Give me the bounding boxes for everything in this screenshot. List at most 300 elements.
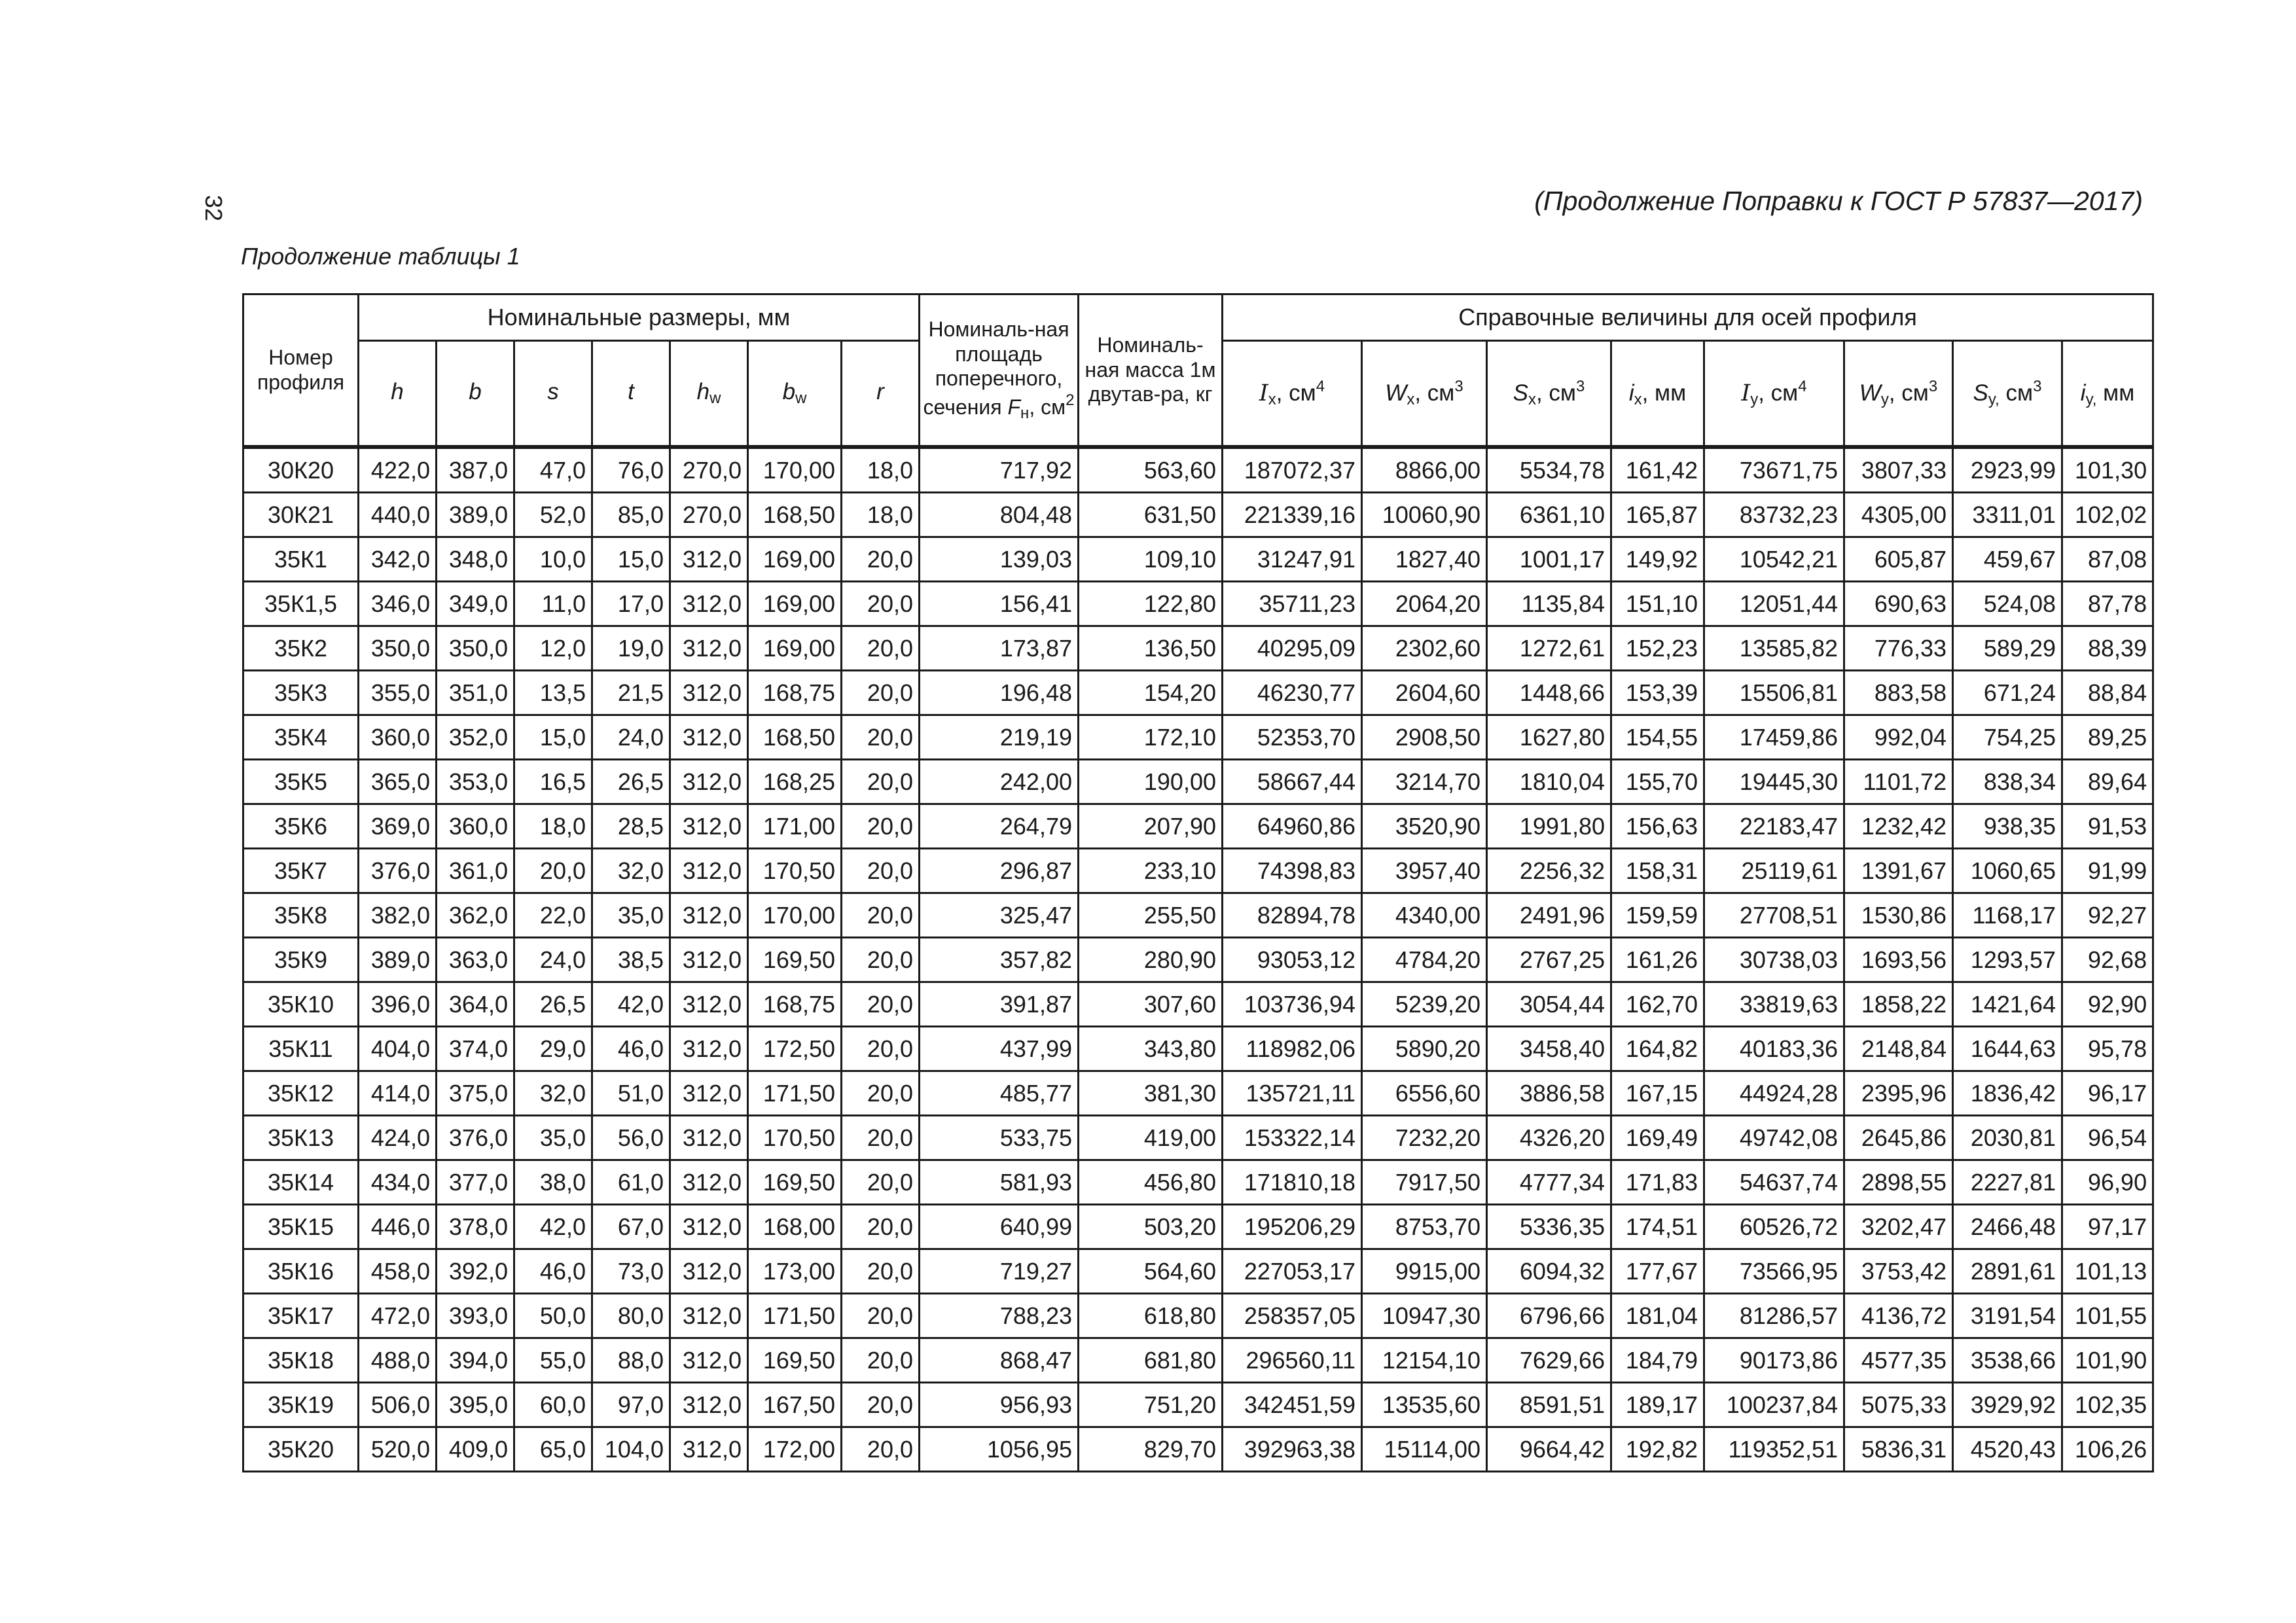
cell-Wx: 2064,20 — [1362, 582, 1487, 626]
cell-iy: 89,25 — [2062, 715, 2153, 760]
cell-Wy: 992,04 — [1844, 715, 1953, 760]
cell-profile-number: 35К14 — [243, 1160, 359, 1205]
cell-Wy: 2898,55 — [1844, 1160, 1953, 1205]
cell-Iy: 33819,63 — [1704, 982, 1844, 1027]
cell-mass: 618,80 — [1079, 1294, 1223, 1338]
cell-Ix: 195206,29 — [1223, 1205, 1362, 1249]
cell-hw: 312,0 — [670, 804, 748, 849]
cell-mass: 154,20 — [1079, 671, 1223, 715]
cell-s: 18,0 — [514, 804, 592, 849]
cell-s: 11,0 — [514, 582, 592, 626]
cell-Sx: 8591,51 — [1487, 1383, 1611, 1427]
cell-profile-number: 35К1,5 — [243, 582, 359, 626]
cell-Wy: 1693,56 — [1844, 938, 1953, 982]
header-ref-wx: $W_x$, $см^3$ — [1362, 341, 1487, 448]
table-row — [243, 447, 2153, 493]
cell-bw: 168,50 — [748, 493, 842, 537]
cell-b: 360,0 — [437, 804, 514, 849]
cell-r: 20,0 — [842, 893, 920, 938]
header-dim-b: b — [437, 341, 514, 448]
cell-bw: 168,75 — [748, 982, 842, 1027]
cell-profile-number: 35К5 — [243, 760, 359, 804]
cell-Wy: 690,63 — [1844, 582, 1953, 626]
cell-r: 18,0 — [842, 493, 920, 537]
cell-bw: 169,50 — [748, 1160, 842, 1205]
cell-area: 868,47 — [920, 1338, 1079, 1383]
cell-Wy: 3202,47 — [1844, 1205, 1953, 1249]
cell-area: 139,03 — [920, 537, 1079, 582]
cell-bw: 169,00 — [748, 626, 842, 671]
cell-area: 719,27 — [920, 1249, 1079, 1294]
cell-Wy: 2645,86 — [1844, 1116, 1953, 1160]
cell-h: 376,0 — [359, 849, 437, 893]
header-nominal-area-symbol: F — [1007, 395, 1021, 419]
cell-b: 350,0 — [437, 626, 514, 671]
cell-ix: 169,49 — [1611, 1116, 1704, 1160]
cell-ix: 155,70 — [1611, 760, 1704, 804]
cell-r: 20,0 — [842, 1383, 920, 1427]
cell-b: 393,0 — [437, 1294, 514, 1338]
cell-hw: 312,0 — [670, 1294, 748, 1338]
cell-b: 392,0 — [437, 1249, 514, 1294]
cell-Ix: 392963,38 — [1223, 1427, 1362, 1472]
cell-h: 396,0 — [359, 982, 437, 1027]
cell-Sy: 1293,57 — [1953, 938, 2062, 982]
cell-hw: 312,0 — [670, 1249, 748, 1294]
cell-mass: 456,80 — [1079, 1160, 1223, 1205]
cell-ix: 151,10 — [1611, 582, 1704, 626]
cell-Wx: 2908,50 — [1362, 715, 1487, 760]
cell-Ix: 82894,78 — [1223, 893, 1362, 938]
cell-area: 640,99 — [920, 1205, 1079, 1249]
cell-r: 20,0 — [842, 1249, 920, 1294]
cell-bw: 173,00 — [748, 1249, 842, 1294]
cell-Iy: 27708,51 — [1704, 893, 1844, 938]
cell-s: 24,0 — [514, 938, 592, 982]
cell-r: 18,0 — [842, 447, 920, 493]
cell-b: 389,0 — [437, 493, 514, 537]
table-row — [243, 1383, 2153, 1427]
cell-h: 355,0 — [359, 671, 437, 715]
cell-bw: 170,00 — [748, 893, 842, 938]
cell-Iy: 119352,51 — [1704, 1427, 1844, 1472]
header-ref-sy: $S_{y,}$ $см^3$ — [1953, 341, 2062, 448]
cell-r: 20,0 — [842, 1116, 920, 1160]
cell-s: 35,0 — [514, 1116, 592, 1160]
cell-Sy: 671,24 — [1953, 671, 2062, 715]
cell-Wx: 12154,10 — [1362, 1338, 1487, 1383]
cell-hw: 312,0 — [670, 1027, 748, 1071]
cell-mass: 419,00 — [1079, 1116, 1223, 1160]
cell-Iy: 10542,21 — [1704, 537, 1844, 582]
cell-Sx: 6361,10 — [1487, 493, 1611, 537]
cell-t: 32,0 — [592, 849, 670, 893]
cell-Wx: 1827,40 — [1362, 537, 1487, 582]
table-row — [243, 671, 2153, 715]
cell-h: 458,0 — [359, 1249, 437, 1294]
cell-ix: 167,15 — [1611, 1071, 1704, 1116]
cell-Iy: 83732,23 — [1704, 493, 1844, 537]
cell-profile-number: 35К10 — [243, 982, 359, 1027]
table-row — [243, 938, 2153, 982]
cell-iy: 87,08 — [2062, 537, 2153, 582]
cell-area: 391,87 — [920, 982, 1079, 1027]
cell-profile-number: 35К7 — [243, 849, 359, 893]
cell-b: 377,0 — [437, 1160, 514, 1205]
cell-ix: 158,31 — [1611, 849, 1704, 893]
cell-t: 46,0 — [592, 1027, 670, 1071]
cell-Wx: 13535,60 — [1362, 1383, 1487, 1427]
cell-Wx: 10060,90 — [1362, 493, 1487, 537]
cell-h: 520,0 — [359, 1427, 437, 1472]
table-row — [243, 804, 2153, 849]
cell-Wy: 4577,35 — [1844, 1338, 1953, 1383]
cell-b: 378,0 — [437, 1205, 514, 1249]
cell-Ix: 258357,05 — [1223, 1294, 1362, 1338]
cell-profile-number: 35К4 — [243, 715, 359, 760]
header-dim-t: t — [592, 341, 670, 448]
cell-Ix: 64960,86 — [1223, 804, 1362, 849]
cell-Wy: 3807,33 — [1844, 447, 1953, 493]
cell-area: 804,48 — [920, 493, 1079, 537]
cell-iy: 96,54 — [2062, 1116, 2153, 1160]
cell-b: 352,0 — [437, 715, 514, 760]
cell-s: 29,0 — [514, 1027, 592, 1071]
cell-Sy: 3311,01 — [1953, 493, 2062, 537]
cell-mass: 829,70 — [1079, 1427, 1223, 1472]
cell-Ix: 52353,70 — [1223, 715, 1362, 760]
table-row — [243, 760, 2153, 804]
cell-b: 374,0 — [437, 1027, 514, 1071]
cell-profile-number: 35К19 — [243, 1383, 359, 1427]
cell-Iy: 12051,44 — [1704, 582, 1844, 626]
cell-r: 20,0 — [842, 1160, 920, 1205]
cell-Iy: 54637,74 — [1704, 1160, 1844, 1205]
cell-h: 369,0 — [359, 804, 437, 849]
cell-t: 38,5 — [592, 938, 670, 982]
header-dim-hw: $h_w$ — [670, 341, 748, 448]
cell-t: 76,0 — [592, 447, 670, 493]
cell-area: 581,93 — [920, 1160, 1079, 1205]
cell-Sy: 2466,48 — [1953, 1205, 2062, 1249]
table-row — [243, 1427, 2153, 1472]
cell-ix: 159,59 — [1611, 893, 1704, 938]
cell-b: 394,0 — [437, 1338, 514, 1383]
header-ref-sx: $S_x$, $см^3$ — [1487, 341, 1611, 448]
cell-t: 73,0 — [592, 1249, 670, 1294]
cell-hw: 270,0 — [670, 447, 748, 493]
cell-Sx: 1135,84 — [1487, 582, 1611, 626]
cell-mass: 207,90 — [1079, 804, 1223, 849]
cell-bw: 172,00 — [748, 1427, 842, 1472]
header-dim-s: s — [514, 341, 592, 448]
cell-area: 219,19 — [920, 715, 1079, 760]
cell-iy: 97,17 — [2062, 1205, 2153, 1249]
table-row — [243, 982, 2153, 1027]
cell-ix: 161,42 — [1611, 447, 1704, 493]
table-row — [243, 582, 2153, 626]
cell-ix: 156,63 — [1611, 804, 1704, 849]
cell-iy: 101,55 — [2062, 1294, 2153, 1338]
cell-ix: 177,67 — [1611, 1249, 1704, 1294]
cell-Iy: 100237,84 — [1704, 1383, 1844, 1427]
table-row — [243, 537, 2153, 582]
cell-Sx: 2491,96 — [1487, 893, 1611, 938]
header-nominal-area-text: Номиналь-ная площадь поперечного, сечения — [923, 317, 1069, 419]
cell-mass: 136,50 — [1079, 626, 1223, 671]
cell-iy: 102,35 — [2062, 1383, 2153, 1427]
cell-profile-number: 35К3 — [243, 671, 359, 715]
cell-Iy: 15506,81 — [1704, 671, 1844, 715]
header-ref-iy-moment: $I_y$, $см^4$ — [1704, 341, 1844, 448]
header-dim-h: h — [359, 341, 437, 448]
cell-Wx: 4340,00 — [1362, 893, 1487, 938]
cell-bw: 167,50 — [748, 1383, 842, 1427]
cell-h: 472,0 — [359, 1294, 437, 1338]
cell-hw: 312,0 — [670, 938, 748, 982]
cell-Iy: 44924,28 — [1704, 1071, 1844, 1116]
cell-iy: 89,64 — [2062, 760, 2153, 804]
cell-r: 20,0 — [842, 849, 920, 893]
cell-t: 85,0 — [592, 493, 670, 537]
cell-profile-number: 35К1 — [243, 537, 359, 582]
table-caption: Продолжение таблицы 1 — [241, 243, 520, 270]
cell-Iy: 60526,72 — [1704, 1205, 1844, 1249]
cell-r: 20,0 — [842, 1071, 920, 1116]
cell-Iy: 90173,86 — [1704, 1338, 1844, 1383]
cell-Iy: 49742,08 — [1704, 1116, 1844, 1160]
cell-b: 353,0 — [437, 760, 514, 804]
cell-mass: 381,30 — [1079, 1071, 1223, 1116]
profile-table — [242, 293, 2154, 1472]
cell-ix: 164,82 — [1611, 1027, 1704, 1071]
cell-bw: 170,50 — [748, 1116, 842, 1160]
cell-profile-number: 35К17 — [243, 1294, 359, 1338]
cell-s: 38,0 — [514, 1160, 592, 1205]
cell-Wy: 776,33 — [1844, 626, 1953, 671]
cell-area: 242,00 — [920, 760, 1079, 804]
cell-Wy: 605,87 — [1844, 537, 1953, 582]
table-row — [243, 1294, 2153, 1338]
cell-Sx: 6796,66 — [1487, 1294, 1611, 1338]
table-row — [243, 1338, 2153, 1383]
header-nominal-area-unit: см — [1041, 395, 1066, 419]
cell-Iy: 17459,86 — [1704, 715, 1844, 760]
table-row — [243, 1027, 2153, 1071]
cell-profile-number: 35К8 — [243, 893, 359, 938]
cell-profile-number: 35К15 — [243, 1205, 359, 1249]
cell-area: 956,93 — [920, 1383, 1079, 1427]
cell-Ix: 342451,59 — [1223, 1383, 1362, 1427]
cell-b: 349,0 — [437, 582, 514, 626]
cell-Wy: 5075,33 — [1844, 1383, 1953, 1427]
cell-Sx: 5336,35 — [1487, 1205, 1611, 1249]
cell-Iy: 30738,03 — [1704, 938, 1844, 982]
cell-Ix: 296560,11 — [1223, 1338, 1362, 1383]
cell-area: 437,99 — [920, 1027, 1079, 1071]
cell-iy: 101,30 — [2062, 447, 2153, 493]
cell-Ix: 221339,16 — [1223, 493, 1362, 537]
cell-ix: 162,70 — [1611, 982, 1704, 1027]
cell-Sy: 1168,17 — [1953, 893, 2062, 938]
cell-area: 485,77 — [920, 1071, 1079, 1116]
cell-hw: 312,0 — [670, 1338, 748, 1383]
cell-r: 20,0 — [842, 1027, 920, 1071]
cell-s: 15,0 — [514, 715, 592, 760]
table-row — [243, 849, 2153, 893]
cell-hw: 312,0 — [670, 671, 748, 715]
table-row — [243, 1071, 2153, 1116]
document-header-note: (Продолжение Поправки к ГОСТ Р 57837—2017) — [1534, 186, 2143, 216]
cell-h: 424,0 — [359, 1116, 437, 1160]
cell-t: 61,0 — [592, 1160, 670, 1205]
cell-mass: 255,50 — [1079, 893, 1223, 938]
cell-s: 16,5 — [514, 760, 592, 804]
cell-mass: 343,80 — [1079, 1027, 1223, 1071]
cell-Wx: 15114,00 — [1362, 1427, 1487, 1472]
cell-t: 26,5 — [592, 760, 670, 804]
header-nominal-area-unit-sup: 2 — [1066, 391, 1075, 409]
cell-Ix: 103736,94 — [1223, 982, 1362, 1027]
cell-Iy: 81286,57 — [1704, 1294, 1844, 1338]
cell-t: 28,5 — [592, 804, 670, 849]
cell-iy: 87,78 — [2062, 582, 2153, 626]
cell-mass: 503,20 — [1079, 1205, 1223, 1249]
table-body — [243, 447, 2153, 1472]
cell-h: 446,0 — [359, 1205, 437, 1249]
table-row — [243, 893, 2153, 938]
cell-Sy: 3538,66 — [1953, 1338, 2062, 1383]
cell-hw: 312,0 — [670, 1071, 748, 1116]
cell-bw: 168,00 — [748, 1205, 842, 1249]
cell-ix: 154,55 — [1611, 715, 1704, 760]
cell-Ix: 35711,23 — [1223, 582, 1362, 626]
cell-area: 156,41 — [920, 582, 1079, 626]
header-ref-wy: $W_y$, $см^3$ — [1844, 341, 1953, 448]
cell-t: 104,0 — [592, 1427, 670, 1472]
cell-hw: 312,0 — [670, 537, 748, 582]
header-ref-ix-moment: $I_x$, $см^4$ — [1223, 341, 1362, 448]
cell-t: 15,0 — [592, 537, 670, 582]
cell-s: 12,0 — [514, 626, 592, 671]
header-nominal-mass: Номиналь-ная масса 1м двутав-ра, кг — [1079, 294, 1223, 448]
cell-iy: 95,78 — [2062, 1027, 2153, 1071]
cell-t: 21,5 — [592, 671, 670, 715]
cell-mass: 631,50 — [1079, 493, 1223, 537]
header-profile-number: Номер профиля — [243, 294, 359, 448]
cell-area: 264,79 — [920, 804, 1079, 849]
cell-hw: 312,0 — [670, 893, 748, 938]
cell-hw: 312,0 — [670, 1205, 748, 1249]
cell-s: 50,0 — [514, 1294, 592, 1338]
cell-h: 342,0 — [359, 537, 437, 582]
cell-h: 440,0 — [359, 493, 437, 537]
cell-b: 348,0 — [437, 537, 514, 582]
cell-h: 360,0 — [359, 715, 437, 760]
cell-Sx: 9664,42 — [1487, 1427, 1611, 1472]
table-row — [243, 1249, 2153, 1294]
cell-mass: 122,80 — [1079, 582, 1223, 626]
cell-mass: 280,90 — [1079, 938, 1223, 982]
cell-r: 20,0 — [842, 982, 920, 1027]
cell-Iy: 19445,30 — [1704, 760, 1844, 804]
cell-r: 20,0 — [842, 760, 920, 804]
cell-Ix: 118982,06 — [1223, 1027, 1362, 1071]
cell-s: 32,0 — [514, 1071, 592, 1116]
cell-Iy: 22183,47 — [1704, 804, 1844, 849]
cell-r: 20,0 — [842, 1294, 920, 1338]
cell-Sx: 1272,61 — [1487, 626, 1611, 671]
cell-s: 52,0 — [514, 493, 592, 537]
cell-Sx: 5534,78 — [1487, 447, 1611, 493]
cell-Iy: 73566,95 — [1704, 1249, 1844, 1294]
cell-h: 389,0 — [359, 938, 437, 982]
cell-ix: 152,23 — [1611, 626, 1704, 671]
cell-Ix: 46230,77 — [1223, 671, 1362, 715]
cell-Sx: 3054,44 — [1487, 982, 1611, 1027]
cell-hw: 270,0 — [670, 493, 748, 537]
cell-mass: 172,10 — [1079, 715, 1223, 760]
cell-r: 20,0 — [842, 804, 920, 849]
cell-t: 35,0 — [592, 893, 670, 938]
header-dim-r: r — [842, 341, 920, 448]
cell-Sx: 4777,34 — [1487, 1160, 1611, 1205]
cell-mass: 109,10 — [1079, 537, 1223, 582]
cell-bw: 168,75 — [748, 671, 842, 715]
cell-ix: 149,92 — [1611, 537, 1704, 582]
cell-area: 173,87 — [920, 626, 1079, 671]
cell-Iy: 73671,75 — [1704, 447, 1844, 493]
cell-b: 387,0 — [437, 447, 514, 493]
cell-mass: 307,60 — [1079, 982, 1223, 1027]
cell-h: 506,0 — [359, 1383, 437, 1427]
cell-h: 488,0 — [359, 1338, 437, 1383]
cell-h: 346,0 — [359, 582, 437, 626]
cell-Wy: 1101,72 — [1844, 760, 1953, 804]
cell-Sy: 4520,43 — [1953, 1427, 2062, 1472]
cell-profile-number: 35К18 — [243, 1338, 359, 1383]
cell-t: 56,0 — [592, 1116, 670, 1160]
cell-Sy: 2891,61 — [1953, 1249, 2062, 1294]
table-row — [243, 1160, 2153, 1205]
cell-bw: 168,25 — [748, 760, 842, 804]
cell-Sx: 2256,32 — [1487, 849, 1611, 893]
cell-Sx: 1627,80 — [1487, 715, 1611, 760]
cell-Wx: 3957,40 — [1362, 849, 1487, 893]
cell-Sy: 2227,81 — [1953, 1160, 2062, 1205]
cell-Sx: 3886,58 — [1487, 1071, 1611, 1116]
cell-h: 434,0 — [359, 1160, 437, 1205]
cell-Wx: 2604,60 — [1362, 671, 1487, 715]
cell-b: 363,0 — [437, 938, 514, 982]
cell-s: 55,0 — [514, 1338, 592, 1383]
cell-area: 357,82 — [920, 938, 1079, 982]
cell-Sy: 3191,54 — [1953, 1294, 2062, 1338]
cell-Iy: 25119,61 — [1704, 849, 1844, 893]
cell-mass: 564,60 — [1079, 1249, 1223, 1294]
cell-t: 97,0 — [592, 1383, 670, 1427]
cell-ix: 184,79 — [1611, 1338, 1704, 1383]
cell-Sy: 1836,42 — [1953, 1071, 2062, 1116]
cell-Ix: 31247,91 — [1223, 537, 1362, 582]
cell-Sx: 1001,17 — [1487, 537, 1611, 582]
cell-hw: 312,0 — [670, 715, 748, 760]
cell-b: 361,0 — [437, 849, 514, 893]
cell-Wx: 9915,00 — [1362, 1249, 1487, 1294]
cell-Wy: 883,58 — [1844, 671, 1953, 715]
table-row — [243, 715, 2153, 760]
cell-r: 20,0 — [842, 626, 920, 671]
